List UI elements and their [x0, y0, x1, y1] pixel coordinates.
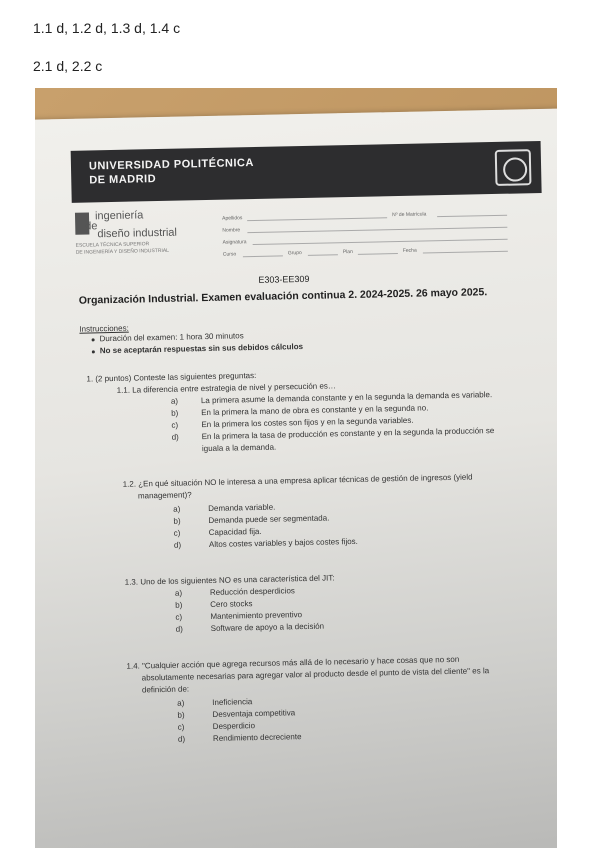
q1-4-option-letter: b) [177, 710, 185, 720]
exam-code: E303-EE309 [258, 273, 310, 285]
q1-1-question: 1.1. La diferencia entre estrategia de nivel y persecución es… [116, 381, 336, 395]
q1-1-option-text: En la primera la mano de obra es constante y en la segunda no. [201, 403, 429, 418]
field-fecha-line [423, 251, 508, 254]
q1-4-option-text: Desperdicio [212, 721, 256, 731]
q1-4-option-letter: d) [177, 734, 186, 744]
q1-3-option-letter: d) [175, 624, 183, 634]
instruction-1: Duración del examen: 1 hora 30 minutos [99, 331, 244, 344]
school-name-line-1: ESCUELA TÉCNICA SUPERIOR [75, 241, 150, 249]
q1-2-question-line-2: management)? [137, 490, 192, 501]
school-name-line-2: DE INGENIERÍA Y DISEÑO INDUSTRIAL [75, 247, 170, 256]
field-nombre: Nombre [222, 227, 241, 234]
logo-word-2: de [85, 220, 98, 233]
q1-2-option-text: Demanda variable. [208, 502, 276, 514]
field-apellidos-line [247, 217, 387, 221]
q1-1-option-letter: a) [170, 396, 179, 406]
q1-1-option-continuation: iguala a la demanda. [201, 442, 277, 454]
exam-photo [35, 88, 557, 848]
exam-paper [35, 108, 557, 848]
university-banner [71, 141, 542, 203]
field-curso-line [243, 255, 283, 257]
q1-4-question-line-2: absolutamente necesarias para agregar valor al producto desde el punto de vista del cliente" es la [141, 666, 490, 683]
q1-1-option-letter: b) [171, 408, 179, 418]
field-asignatura-line [253, 239, 508, 245]
q1-3-question: 1.3. Uno de los siguientes NO es una característica del JIT: [124, 573, 335, 587]
university-crest-icon [495, 149, 532, 186]
q1-3-option-letter: a) [174, 588, 183, 598]
q1-2-option-letter: a) [173, 504, 181, 514]
q1-2-question-line-1: 1.2. ¿En qué situación NO le interesa a una empresa aplicar técnicas de gestión de ingresos (yield [122, 472, 473, 489]
bullet-icon [92, 338, 95, 341]
field-plan-line [358, 253, 398, 255]
logo-word-1: ingeniería [94, 209, 144, 223]
q1-1-option-text: La primera asume la demanda constante y en la segunda la demanda es variable. [200, 390, 493, 406]
q1-4-option-text: Rendimiento decreciente [212, 732, 302, 743]
field-nombre-line [247, 227, 507, 233]
section-1-heading: 1. (2 puntos) Conteste las siguientes preguntas: [86, 371, 257, 384]
q1-2-option-letter: b) [173, 516, 181, 526]
bullet-icon [92, 350, 95, 353]
q1-3-option-letter: b) [175, 600, 183, 610]
q1-3-option-text: Cero stocks [210, 599, 253, 610]
answers-line-1: 1.1 d, 1.2 d, 1.3 d, 1.4 c [33, 20, 181, 36]
field-curso: Curso [222, 251, 237, 258]
field-grupo: Grupo [287, 250, 302, 257]
q1-4-option-letter: c) [177, 722, 185, 732]
answers-line-2: 2.1 d, 2.2 c [33, 58, 103, 74]
field-apellidos: Apellidos [222, 215, 243, 222]
q1-2-option-text: Altos costes variables y bajos costes fijos. [208, 536, 358, 550]
q1-4-question-line-3: definición de: [141, 684, 190, 695]
school-logo [75, 208, 196, 263]
q1-2-option-letter: d) [173, 540, 182, 550]
logo-word-3: diseño industrial [97, 226, 178, 241]
field-asignatura: Asignatura [222, 239, 247, 246]
q1-4-option-text: Desventaja competitiva [212, 708, 296, 719]
q1-3-option-text: Reducción desperdicios [209, 586, 295, 598]
q1-1-option-text: En la primera la tasa de producción es constante y en la segunda la producción se [201, 426, 495, 442]
q1-3-option-text: Mantenimiento preventivo [210, 610, 303, 622]
q1-4-question-line-1: 1.4. "Cualquier acción que agrega recursos más allá de lo necesario y hace cosas que no son [126, 654, 460, 671]
q1-4-option-text: Ineficiencia [212, 697, 253, 707]
field-plan: Plan [342, 248, 353, 256]
q1-3-option-letter: c) [175, 612, 183, 622]
field-matricula: Nº de Matrícula [392, 211, 427, 219]
q1-2-option-text: Demanda puede ser segmentada. [208, 513, 330, 526]
field-matricula-line [437, 215, 507, 217]
instruction-2: No se aceptarán respuestas sin sus debidos cálculos [99, 342, 304, 356]
q1-2-option-text: Capacidad fija. [208, 526, 262, 538]
university-name-line-2: DE MADRID [89, 173, 157, 187]
field-grupo-line [308, 254, 338, 256]
q1-2-option-letter: c) [173, 528, 181, 538]
q1-1-option-letter: d) [171, 432, 179, 442]
university-name-line-1: UNIVERSIDAD POLITÉCNICA [88, 157, 254, 173]
instructions-label: Instrucciones: [79, 323, 129, 334]
q1-3-option-text: Software de apoyo a la decisión [210, 621, 325, 634]
q1-4-option-letter: a) [177, 698, 185, 708]
field-fecha: Fecha [402, 247, 417, 254]
q1-1-option-text: En la primera los costes son fijos y en la segunda variables. [201, 415, 414, 430]
exam-title: Organización Industrial. Examen evaluación continua 2. 2024-2025. 26 mayo 2025. [78, 286, 488, 307]
q1-1-option-letter: c) [171, 420, 179, 430]
